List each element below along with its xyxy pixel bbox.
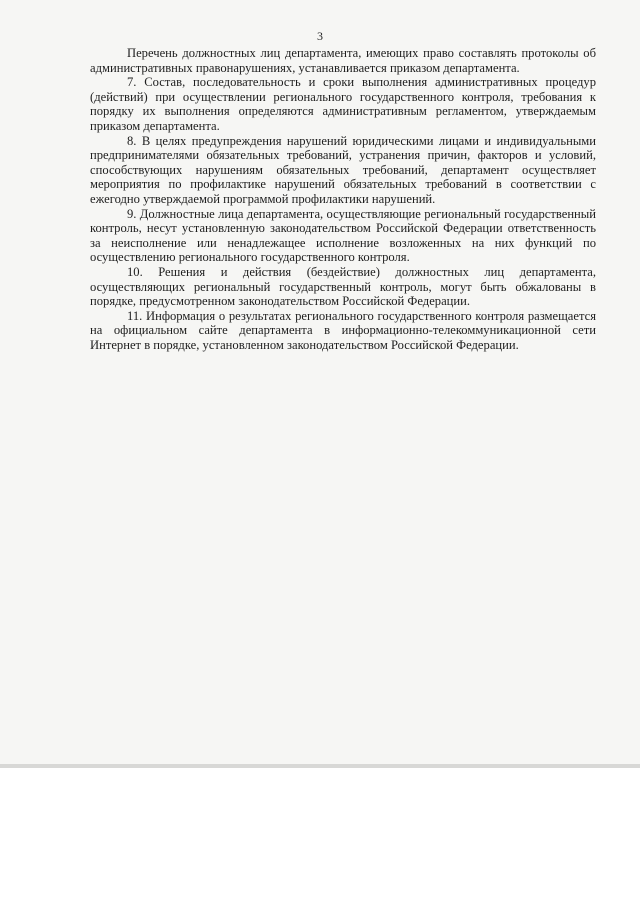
paragraph-10: 10. Решения и действия (бездействие) должностных лиц департамента, осуществляющих региональный государственный контроль, могут быть обжалованы в порядке, предусмотренном законодательством Российской Федерации. <box>90 264 596 309</box>
paragraph-11: 11. Информация о результатах регионального государственного контроля размещается на официальном сайте департамента в информационно-телекоммуникационной сети Интернет в порядке, установленном законодательством Российской Федерации. <box>90 308 596 352</box>
paragraph-7: 7. Состав, последовательность и сроки выполнения административных процедур (действий) при осуществлении регионального государственного контроля, требования к порядку их выполнения определяются административным регламентом, утверждаемым приказом департамента. <box>90 75 596 133</box>
scan-edge-divider <box>0 764 640 768</box>
paragraph-officials-list: Перечень должностных лиц департамента, имеющих право составлять протоколы об административных правонарушениях, устанавливается приказом департамента. <box>90 46 596 75</box>
page-number: 3 <box>317 29 323 43</box>
paragraph-8: 8. В целях предупреждения нарушений юридическими лицами и индивидуальными предпринимателями обязательных требований, устранения причин, факторов и условий, способствующих нарушениям обязательных требований, департамент осуществляет мероприятия по профилактике нарушений обязательных требований в соответствии с ежегодно утверждаемой программой профилактики нарушений. <box>90 133 596 206</box>
document-body <box>90 46 596 352</box>
paragraph-9: 9. Должностные лица департамента, осуществляющие региональный государственный контроль, несут установленную законодательством Российской Федерации ответственность за неисполнение или ненадлежащее исполнение возложенных на них функций по осуществлению регионального государственного контроля. <box>90 206 596 265</box>
